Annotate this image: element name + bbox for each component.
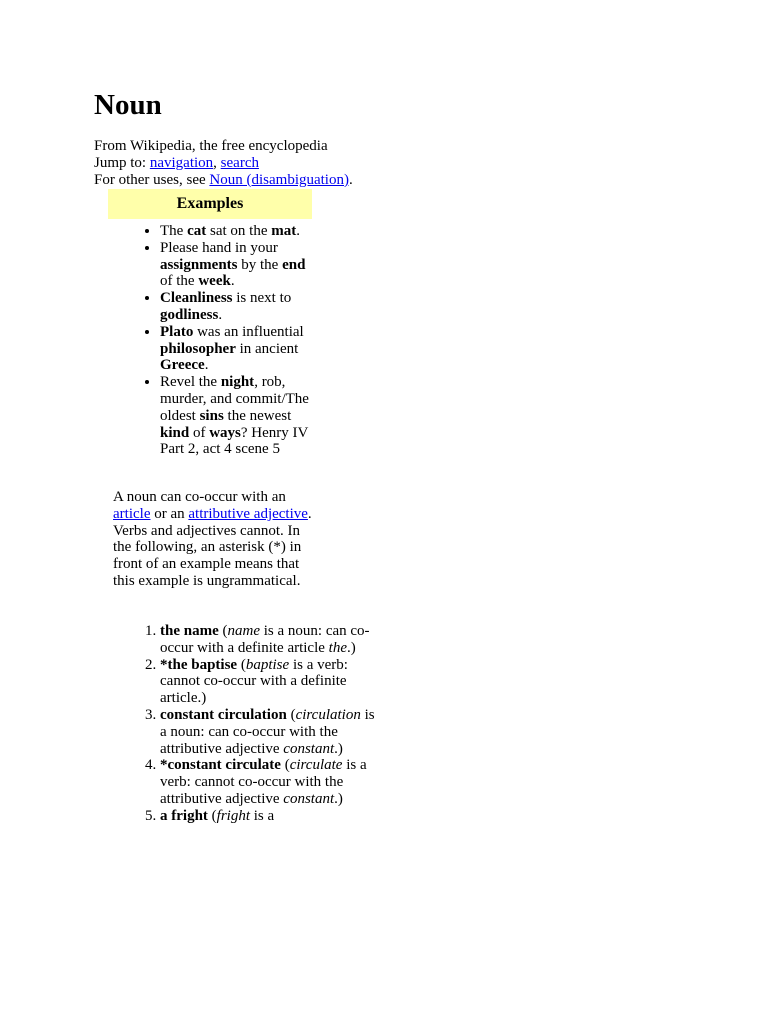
bold-term: the name [160,623,219,639]
jump-separator: , [213,154,221,171]
bold-term: Greece [160,357,205,374]
text-run: was an influential [193,323,304,340]
text-run: .) [334,740,343,757]
text-run: . [218,306,223,323]
test-item [160,623,380,657]
text-run: . [296,223,300,239]
bold-term: constant circulation [160,706,287,723]
text-run: A noun can co-occur with an [113,489,286,505]
bold-term: kind [160,424,190,441]
text-run: . [204,357,209,374]
page-title: Noun [94,89,162,121]
text-run: of the [160,273,199,290]
tests-list [94,623,380,825]
text-run: the newest [223,407,292,424]
text-run: , rob, murder, and commit/The oldest [160,374,309,424]
article-meta [94,138,694,188]
examples-list [108,223,312,458]
site-subtitle: From Wikipedia, the free encyclopedia [94,138,328,154]
jump-to-label: Jump to: [94,154,150,171]
text-run: ( [237,656,246,673]
text-run: ( [286,706,296,723]
italic-term: the [328,639,347,656]
text-run: is a [250,807,275,824]
italic-term: constant [283,790,335,807]
example-item [160,240,312,290]
bold-term: cat [187,223,207,239]
text-run: . [230,273,235,290]
wiki-link[interactable]: attributive adjective [188,505,308,522]
text-run: Revel the [160,374,221,391]
test-item [160,707,380,757]
bold-term: ways [209,424,241,441]
example-item [160,223,312,240]
test-item [160,657,380,707]
bold-term: sins [199,407,224,424]
bold-term: night [220,374,255,391]
text-run: ( [218,623,228,639]
navigation-link[interactable]: navigation [149,154,214,171]
hatnote [94,172,694,189]
examples-box [108,189,312,458]
bold-term: *the baptise [160,656,238,673]
text-run: ( [207,807,217,824]
bold-term: a fright [160,807,208,824]
text-run: sat on the [206,223,272,239]
text-run: The [160,223,188,239]
text-run: is a verb: cannot co-occur with the attributive adjective [160,757,367,807]
jump-to-line [94,155,694,172]
italic-term: circulate [289,757,343,774]
bold-term: Plato [160,323,194,340]
bold-term: mat [271,223,297,239]
example-item [160,290,312,324]
italic-term: baptise [245,656,290,673]
bold-term: philosopher [160,340,236,357]
text-run: by the [237,256,283,273]
hatnote-prefix: For other uses, see [94,171,210,188]
text-run: .) [334,790,343,807]
bold-term: Cleanliness [160,290,233,307]
examples-heading: Examples [108,189,312,219]
bold-term: assignments [160,256,238,273]
text-run: or an [150,505,189,522]
text-run: is a verb: cannot co-occur with a definite article.) [160,656,348,707]
text-run: Please hand in your [160,239,278,256]
italic-term: name [227,623,260,639]
text-run: of [189,424,210,441]
text-run: is a noun: can co-occur with the attributive adjective [160,706,375,757]
article-page [94,88,694,824]
text-run: in ancient [235,340,299,357]
text-run: .) [347,639,356,656]
cooccurrence-paragraph [113,489,313,590]
text-run: ( [280,757,290,774]
bold-term: *constant circulate [160,757,281,774]
italic-term: fright [216,807,251,824]
bold-term: week [198,273,231,290]
text-run: is next to [232,290,292,307]
test-item [160,808,380,825]
bold-term: godliness [160,306,219,323]
text-run: is a noun: can co-occur with a definite article [160,623,370,656]
text-run: . Verbs and adjectives cannot. In the following, an asterisk (*) in front of an example means that this example is ungrammatical. [113,505,312,589]
italic-term: circulation [295,706,361,723]
disambiguation-link[interactable]: Noun (disambiguation) [209,171,349,188]
example-item [160,374,312,458]
wiki-link[interactable]: article [113,505,151,522]
example-item [160,324,312,374]
search-link[interactable]: search [220,154,259,171]
italic-term: constant [283,740,335,757]
hatnote-suffix: . [348,171,353,188]
test-item [160,757,380,807]
text-run: ? Henry IV Part 2, act 4 scene 5 [160,424,309,458]
bold-term: end [282,256,306,273]
